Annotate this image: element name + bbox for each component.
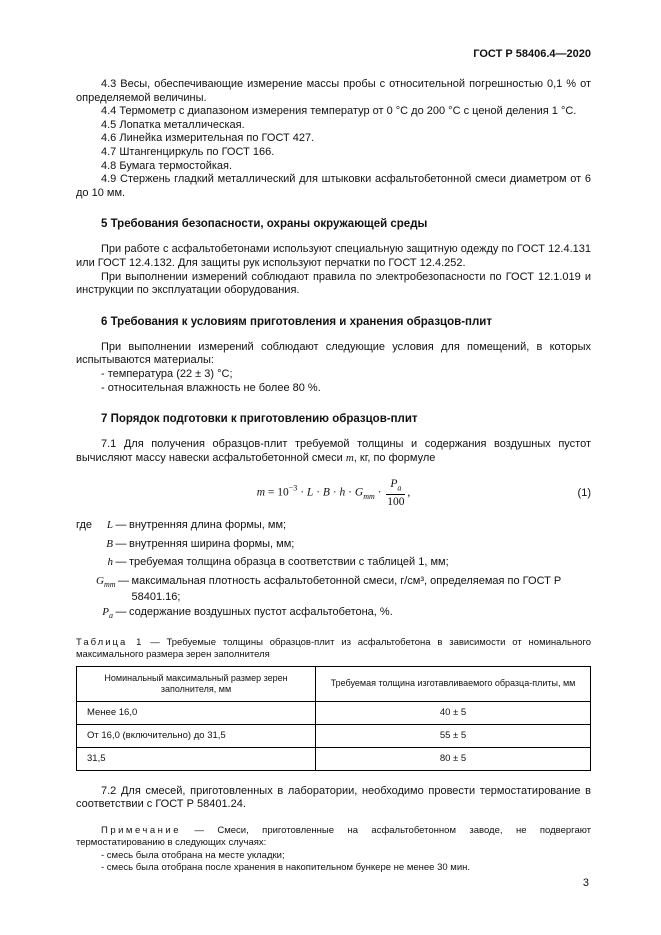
legend-lead — [76, 555, 96, 574]
paragraph-7-1-tail: , кг, по формуле — [353, 451, 436, 464]
section-6-intro: При выполнении измерений соблюдают следующие условия для помещений, в которых испытываются материалы: — [76, 340, 591, 367]
paragraph-7-1 — [76, 438, 591, 465]
legend-row-Gmm — [76, 574, 591, 605]
formula-dot: · — [297, 486, 307, 499]
table-1 — [76, 666, 591, 771]
condition-item-temperature: - температура (22 ± 3) °С; — [101, 367, 233, 380]
paragraph-4-3: 4.3 Весы, обеспечивающие измерение массы пробы с относительной погрешностью 0,1 % от определяемой величины. — [76, 78, 591, 104]
section-6-heading: 6 Требования к условиям приготовления и хранения образцов-плит — [101, 315, 492, 328]
legend-text: требуемая толщина образца в соответствии с таблицей 1, мм; — [129, 556, 449, 569]
table-header-row — [77, 666, 591, 701]
table-1-caption — [76, 637, 591, 661]
legend-text: содержание воздушных пустот асфальтобетона, %. — [129, 606, 393, 619]
section-5-heading: 5 Требования безопасности, охраны окружающей среды — [101, 218, 428, 231]
legend-row-B — [76, 537, 591, 556]
paragraph-4-7: 4.7 Штангенциркуль по ГОСТ 166. — [101, 145, 275, 158]
column-header-thickness: Требуемая толщина изготавливаемого образца-плиты, мм — [316, 666, 591, 701]
formula-dot: · — [329, 486, 340, 499]
note-bullet-1: - смесь была отобрана на месте укладки; — [101, 849, 285, 861]
column-header-grain-size: Номинальный максимальный размер зерен заполнителя, мм — [77, 666, 316, 701]
paragraph-7-1-text: 7.1 Для получения образцов-плит требуемой толщины и содержания воздушных пустот вычисляют массу навески асфальтобетонной смеси — [76, 438, 591, 464]
legend-lead — [76, 574, 96, 605]
paragraph-7-2: 7.2 Для смесей, приготовленных в лаборатории, необходимо провести термостатирование в соответствии с ГОСТ Р 58401.24. — [76, 784, 591, 811]
note-text — [76, 825, 591, 850]
cell-thickness: 80 ± 5 — [316, 747, 591, 770]
legend-term: $G_{mm}$ — [96, 575, 116, 590]
legend-lead: где — [76, 519, 93, 532]
formula-var-B: B — [322, 486, 330, 499]
legend-term: $P_a$ — [102, 606, 113, 621]
table-row — [77, 701, 591, 724]
cell-grain-size: От 16,0 (включительно) до 31,5 — [77, 724, 316, 747]
legend-text: внутренняя длина формы, мм; — [129, 519, 287, 532]
page-number: 3 — [582, 877, 589, 889]
dash: — — [115, 606, 127, 619]
table-row — [77, 724, 591, 747]
formula-equals-coef: = 10 — [265, 486, 289, 499]
formula-comma: , — [407, 486, 411, 499]
variable-m: m — [345, 451, 354, 464]
fraction-denominator: 100 — [387, 495, 405, 508]
paragraph-4-5: 4.5 Лопатка металлическая. — [101, 118, 245, 131]
formula-1-block — [76, 478, 591, 508]
legend-row-L — [76, 518, 591, 537]
legend-term: h — [107, 556, 113, 569]
formula-legend — [76, 518, 591, 624]
formula-dot: · — [345, 486, 355, 499]
dash: — — [115, 537, 127, 550]
formula-var-m: m — [256, 486, 266, 499]
legend-text: максимальная плотность асфальтобетонной смеси, г/см³, определяемая по ГОСТ Р 58401.16; — [131, 575, 562, 603]
dash: — — [115, 519, 127, 532]
formula-exponent: −3 — [288, 483, 298, 493]
formula-number: (1) — [577, 487, 591, 500]
paragraph-4-4: 4.4 Термометр с диапазоном измерения температур от 0 °С до 200 °С с ценой деления 1 °С. — [101, 105, 577, 118]
formula-dot: · — [374, 486, 385, 499]
formula-expression — [257, 478, 411, 508]
dash: — — [115, 556, 127, 569]
formula-sub-mm: mm — [363, 492, 375, 502]
formula-fraction — [386, 478, 405, 508]
formula-dot: · — [313, 486, 323, 499]
formula-sub-a: a — [397, 483, 402, 493]
condition-item-humidity: - относительная влажность не более 80 %. — [101, 381, 321, 394]
legend-term: L — [106, 519, 113, 532]
formula-var-G: G — [354, 486, 364, 499]
paragraph-4-8: 4.8 Бумага термостойкая. — [101, 159, 233, 172]
legend-term: B — [106, 537, 113, 550]
cell-thickness: 40 ± 5 — [316, 701, 591, 724]
paragraph-4-6: 4.6 Линейка измерительная по ГОСТ 427. — [101, 132, 315, 145]
formula-var-h: h — [339, 486, 346, 499]
legend-text: внутренняя ширина формы, мм; — [129, 537, 295, 550]
doc-number: ГОСТ Р 58406.4—2020 — [473, 48, 591, 60]
formula-var-P: P — [390, 478, 398, 491]
formula-var-L: L — [306, 486, 314, 499]
paragraph-4-9: 4.9 Стержень гладкий металлический для штыковки асфальтобетонной смеси диаметром от 6 до 10 мм. — [76, 173, 591, 199]
section-7-heading: 7 Порядок подготовки к приготовлению образцов-плит — [101, 413, 418, 426]
note-block — [76, 825, 591, 875]
cell-thickness: 55 ± 5 — [316, 724, 591, 747]
cell-grain-size: Менее 16,0 — [77, 701, 316, 724]
fraction-numerator — [386, 478, 405, 495]
dash: — — [118, 575, 130, 588]
table-caption-label: Таблица 1 — [76, 636, 144, 648]
legend-lead — [76, 605, 96, 624]
table-row — [77, 747, 591, 770]
section-5-paragraph-1: При работе с асфальтобетонами используют специальную защитную одежду по ГОСТ 12.4.131 или ГОСТ 12.4.132. Для защиты рук используют перчатки по ГОСТ 12.4.252. — [76, 243, 591, 269]
table-caption-text: — Требуемые толщины образцов-плит из асфальтобетона в зависимости от номинального максимального размера зерен заполнителя — [76, 636, 592, 660]
note-body: — Смеси, приготовленные на асфальтобетонном заводе, не подвергают термостатированию в следующих случаях: — [76, 824, 591, 849]
section-5-paragraph-2: При выполнении измерений соблюдают правила по электробезопасности по ГОСТ 12.1.019 и инструкции по эксплуатации оборудования. — [76, 270, 591, 297]
note-label: Примечание — [101, 824, 181, 836]
cell-grain-size: 31,5 — [77, 747, 316, 770]
legend-lead — [76, 537, 96, 556]
note-bullet-2: - смесь была отобрана после хранения в накопительном бункере не менее 30 мин. — [101, 862, 471, 874]
legend-row-Pa — [76, 605, 591, 624]
legend-row-h — [76, 555, 591, 574]
